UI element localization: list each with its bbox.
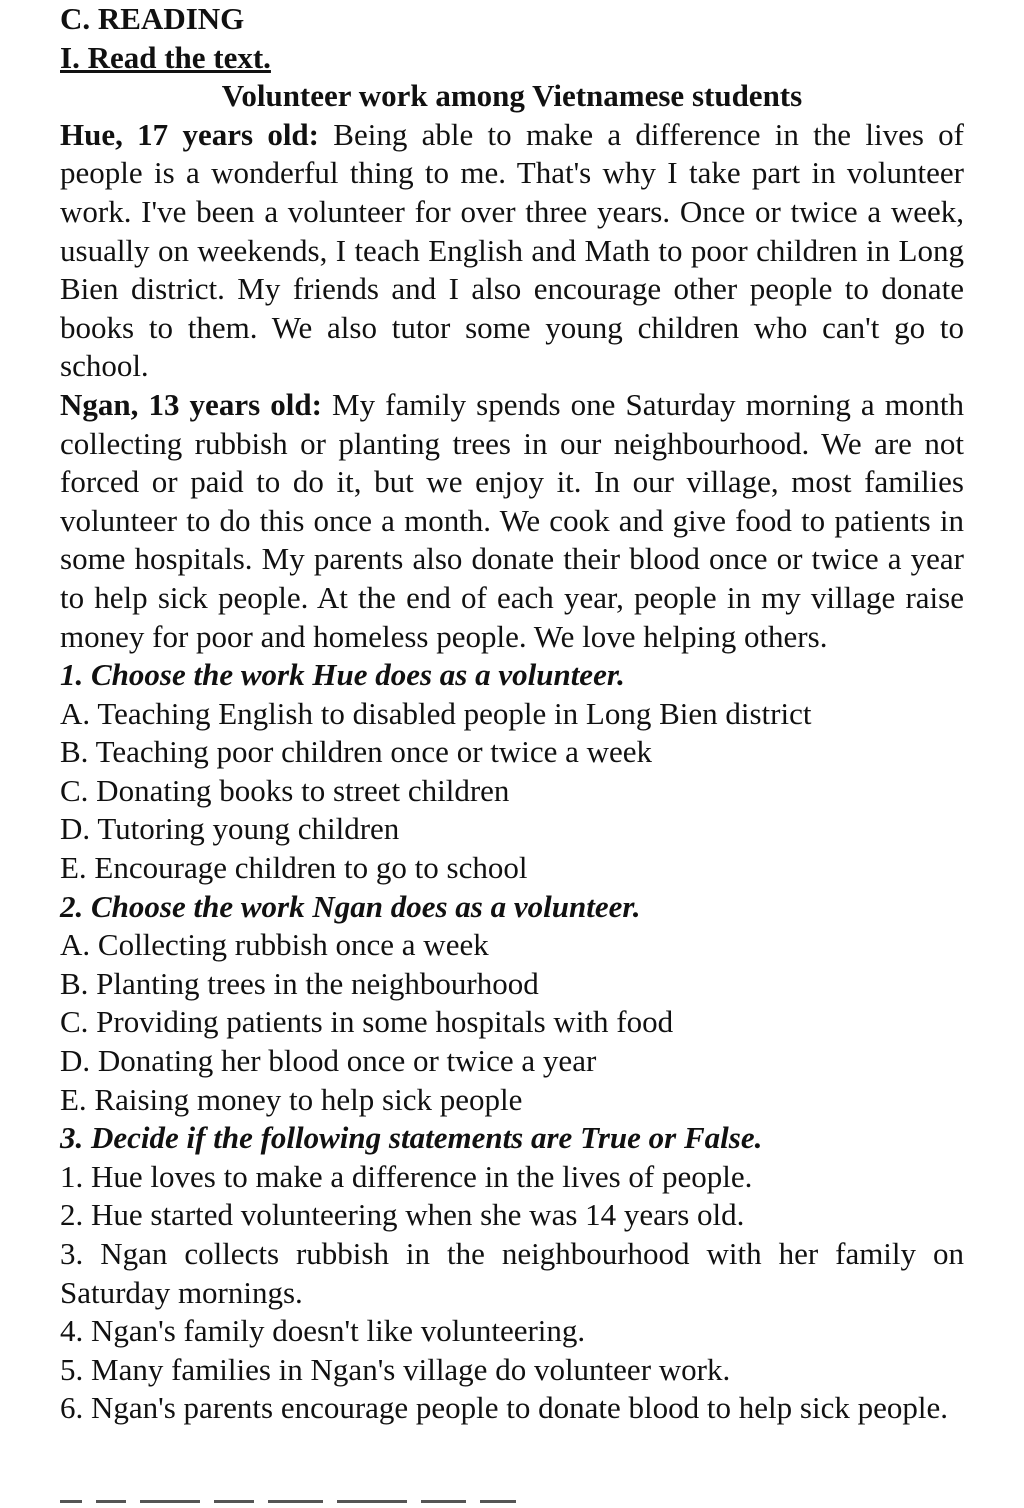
worksheet-page: [60, 0, 964, 1428]
paragraph-hue: [60, 116, 964, 386]
option-b: B. Teaching poor children once or twice a week: [60, 734, 653, 770]
paragraph-text: Being able to make a difference in the lives of people is a wonderful thing to me. That's why I take part in volunteer work. I've been a volunteer for over three years. Once or twice a week, usually on weekends, I teach English and Math to poor children in Long Bien district. My friends and I also encourage other people to donate books to them. We also tutor some young children who can't go to school.: [60, 116, 965, 384]
cut-off-next-line: [60, 1500, 700, 1508]
section-heading: C. READING: [60, 1, 245, 36]
question-1: 1. Choose the work Hue does as a volunteer.: [60, 657, 625, 693]
question-2: 2. Choose the work Ngan does as a volunteer.: [60, 888, 641, 924]
statement-2: 2. Hue started volunteering when she was 14 years old.: [60, 1197, 745, 1233]
statement-1: 1. Hue loves to make a difference in the lives of people.: [60, 1158, 753, 1194]
speaker-label: Ngan, 13 years old:: [60, 386, 322, 422]
speaker-label: Hue, 17 years old:: [60, 116, 319, 152]
paragraph-ngan: [60, 386, 964, 656]
option-b: B. Planting trees in the neighbourhood: [60, 965, 539, 1001]
paragraph-text: My family spends one Saturday morning a month collecting rubbish or planting trees in our neighbourhood. We are not forced or paid to do it, but we enjoy it. In our village, most families volunteer to do this once a month. We cook and give food to patients in some hospitals. My parents also donate their blood once or twice a year to help sick people. At the end of each year, people in my village raise money for poor and homeless people. We love helping others.: [60, 386, 964, 654]
option-c: C. Providing patients in some hospitals with food: [60, 1004, 674, 1040]
option-c: C. Donating books to street children: [60, 772, 510, 808]
statement-4: 4. Ngan's family doesn't like volunteering.: [60, 1313, 586, 1349]
option-d: D. Tutoring young children: [60, 811, 400, 847]
option-e: E. Encourage children to go to school: [60, 850, 528, 886]
question-3-statements: [60, 1158, 964, 1428]
option-d: D. Donating her blood once or twice a year: [60, 1043, 597, 1079]
option-a: A. Teaching English to disabled people in Long Bien district: [60, 695, 812, 731]
question-3: 3. Decide if the following statements are True or False.: [60, 1120, 763, 1156]
statement-5: 5. Many families in Ngan's village do volunteer work.: [60, 1351, 731, 1387]
statement-3: 3. Ngan collects rubbish in the neighbourhood with her family on Saturday mornings.: [60, 1236, 964, 1310]
subsection-heading: I. Read the text.: [60, 39, 271, 75]
option-a: A. Collecting rubbish once a week: [60, 927, 489, 963]
article-title: Volunteer work among Vietnamese students: [221, 78, 803, 114]
question-2-options: [60, 926, 964, 1119]
question-1-options: [60, 695, 964, 888]
statement-6: 6. Ngan's parents encourage people to donate blood to help sick people.: [60, 1390, 948, 1426]
option-e: E. Raising money to help sick people: [60, 1081, 523, 1117]
